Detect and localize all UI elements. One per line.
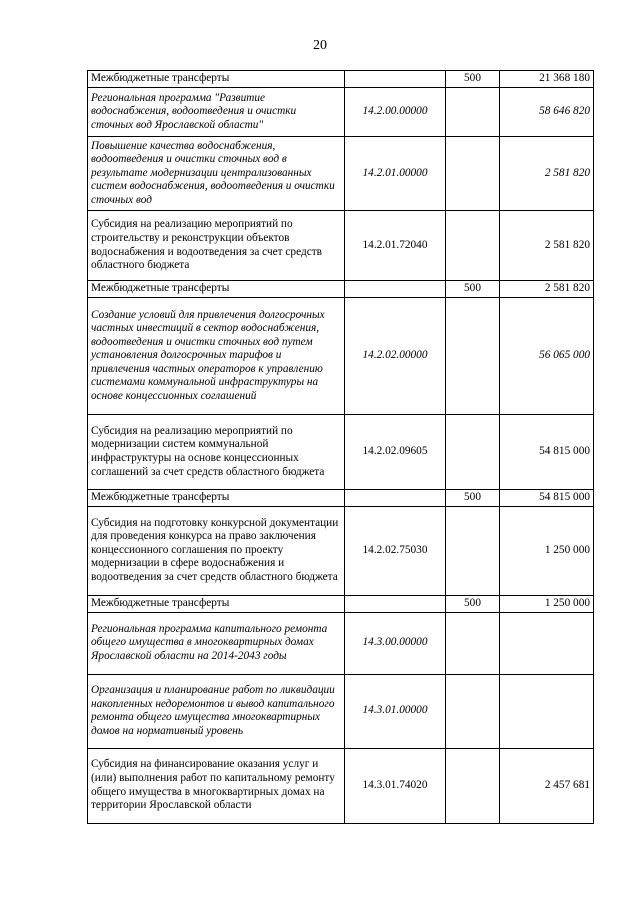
row-code: 14.3.01.00000 bbox=[362, 704, 428, 717]
row-sum: 2 457 681 bbox=[544, 778, 590, 791]
table-row bbox=[88, 748, 594, 823]
table-row bbox=[88, 211, 594, 281]
row-sum: 1 250 000 bbox=[544, 543, 590, 556]
row-type-cell bbox=[446, 211, 500, 281]
row-sum-cell bbox=[500, 748, 594, 823]
page-number: 20 bbox=[313, 38, 327, 53]
row-code-cell bbox=[345, 298, 446, 415]
row-type-cell bbox=[446, 71, 500, 88]
row-code-cell bbox=[345, 748, 446, 823]
row-type-cell bbox=[446, 612, 500, 674]
row-code: 14.2.02.75030 bbox=[362, 543, 428, 556]
row-code: 14.2.01.72040 bbox=[362, 238, 428, 251]
row-sum-cell bbox=[500, 490, 594, 507]
row-sum-cell bbox=[500, 88, 594, 137]
table-row bbox=[88, 506, 594, 595]
row-type-cell bbox=[446, 88, 500, 137]
row-sum: 21 368 180 bbox=[539, 72, 590, 85]
table-row bbox=[88, 490, 594, 507]
row-code-cell bbox=[345, 211, 446, 281]
row-name-cell bbox=[88, 674, 345, 748]
row-sum-cell bbox=[500, 211, 594, 281]
row-code-cell bbox=[345, 490, 446, 507]
row-sum: 56 065 000 bbox=[539, 349, 590, 362]
row-sum-cell bbox=[500, 298, 594, 415]
row-code: 14.2.02.00000 bbox=[362, 349, 428, 362]
table-row bbox=[88, 612, 594, 674]
row-code: 14.2.01.00000 bbox=[362, 166, 428, 179]
row-name-cell bbox=[88, 595, 345, 612]
row-expense-type: 500 bbox=[464, 72, 481, 85]
row-expense-type: 500 bbox=[464, 596, 481, 609]
row-name-cell bbox=[88, 211, 345, 281]
row-sum: 1 250 000 bbox=[544, 596, 590, 609]
row-sum: 2 581 820 bbox=[544, 238, 590, 251]
row-name: Повышение качества водоснабжения, водоотведения и очистки сточных вод в результате модернизации централизованных систем водоснабжения, водоотведения и очистки сточных вод bbox=[91, 139, 335, 206]
row-name: Создание условий для привлечения долгосрочных частных инвестиций в сектор водоснабжения, водоотведения и очистки сточных вод путем установления долгосрочных тарифов и привлечения частных операторов к управлению системами коммунальной инфраструктуры на основе концессионных соглашений bbox=[91, 308, 325, 402]
table-row bbox=[88, 595, 594, 612]
row-name: Межбюджетные трансферты bbox=[91, 491, 230, 503]
row-name-cell bbox=[88, 506, 345, 595]
row-expense-type: 500 bbox=[464, 282, 481, 295]
row-code: 14.2.02.09605 bbox=[362, 445, 428, 458]
row-code-cell bbox=[345, 595, 446, 612]
row-code-cell bbox=[345, 415, 446, 490]
row-name: Региональная программа капитального ремонта общего имущества в многоквартирных домах Ярославской области на 2014-2043 годы bbox=[91, 622, 328, 662]
row-name-cell bbox=[88, 298, 345, 415]
row-sum-cell bbox=[500, 506, 594, 595]
row-name-cell bbox=[88, 88, 345, 137]
row-sum-cell bbox=[500, 71, 594, 88]
row-name: Субсидия на реализацию мероприятий по модернизации систем коммунальной инфраструктуры на основе концессионных соглашений за счет средств областного бюджета bbox=[91, 424, 325, 478]
row-code-cell bbox=[345, 506, 446, 595]
row-name-cell bbox=[88, 281, 345, 298]
row-type-cell bbox=[446, 490, 500, 507]
row-type-cell bbox=[446, 748, 500, 823]
row-name-cell bbox=[88, 415, 345, 490]
row-code: 14.3.00.00000 bbox=[362, 636, 428, 649]
row-name-cell bbox=[88, 137, 345, 211]
row-code-cell bbox=[345, 137, 446, 211]
row-sum: 2 581 820 bbox=[544, 166, 590, 179]
row-sum: 58 646 820 bbox=[539, 105, 590, 118]
row-name: Организация и планирование работ по ликвидации накопленных недоремонтов и вывод капитального ремонта общего имущества многоквартирных домов на нормативный уровень bbox=[91, 683, 335, 737]
row-name-cell bbox=[88, 71, 345, 88]
row-sum: 54 815 000 bbox=[539, 445, 590, 458]
row-type-cell bbox=[446, 281, 500, 298]
row-code: 14.3.01.74020 bbox=[362, 778, 428, 791]
row-sum-cell bbox=[500, 674, 594, 748]
table-row bbox=[88, 415, 594, 490]
table-row bbox=[88, 674, 594, 748]
row-sum-cell bbox=[500, 595, 594, 612]
row-name: Межбюджетные трансферты bbox=[91, 72, 230, 85]
row-name: Субсидия на реализацию мероприятий по строительству и реконструкции объектов водоснабжения и водоотведения за счет средств областного бюджета bbox=[91, 218, 322, 272]
row-type-cell bbox=[446, 595, 500, 612]
row-type-cell bbox=[446, 674, 500, 748]
row-type-cell bbox=[446, 298, 500, 415]
row-sum-cell bbox=[500, 612, 594, 674]
table-row bbox=[88, 137, 594, 211]
row-code-cell bbox=[345, 71, 446, 88]
row-name: Субсидия на финансирование оказания услуг и (или) выполнения работ по капитальному ремонту общего имущества в многоквартирных домах на территории Ярославской области bbox=[91, 758, 335, 812]
row-code-cell bbox=[345, 88, 446, 137]
table-row bbox=[88, 88, 594, 137]
table-row bbox=[88, 281, 594, 298]
row-sum: 54 815 000 bbox=[539, 491, 590, 503]
row-sum-cell bbox=[500, 415, 594, 490]
row-sum: 2 581 820 bbox=[544, 282, 590, 295]
row-name: Межбюджетные трансферты bbox=[91, 282, 230, 295]
row-name-cell bbox=[88, 490, 345, 507]
row-name-cell bbox=[88, 748, 345, 823]
row-code-cell bbox=[345, 281, 446, 298]
row-name: Межбюджетные трансферты bbox=[91, 596, 230, 609]
row-name: Региональная программа "Развитие водоснабжения, водоотведения и очистки сточных вод Ярославской области" bbox=[91, 91, 297, 131]
row-code: 14.2.00.00000 bbox=[362, 105, 428, 118]
row-sum-cell bbox=[500, 137, 594, 211]
row-type-cell bbox=[446, 506, 500, 595]
row-type-cell bbox=[446, 137, 500, 211]
row-name-cell bbox=[88, 612, 345, 674]
budget-table bbox=[87, 70, 594, 824]
row-name: Субсидия на подготовку конкурсной документации для проведения конкурса на право заключения концессионного соглашения по проекту модернизации в сфере водоснабжения и водоотведения за счет средств областного бюджета bbox=[91, 516, 339, 583]
row-code-cell bbox=[345, 674, 446, 748]
row-expense-type: 500 bbox=[464, 491, 481, 503]
row-code-cell bbox=[345, 612, 446, 674]
table-row bbox=[88, 298, 594, 415]
row-type-cell bbox=[446, 415, 500, 490]
table-row bbox=[88, 71, 594, 88]
row-sum-cell bbox=[500, 281, 594, 298]
